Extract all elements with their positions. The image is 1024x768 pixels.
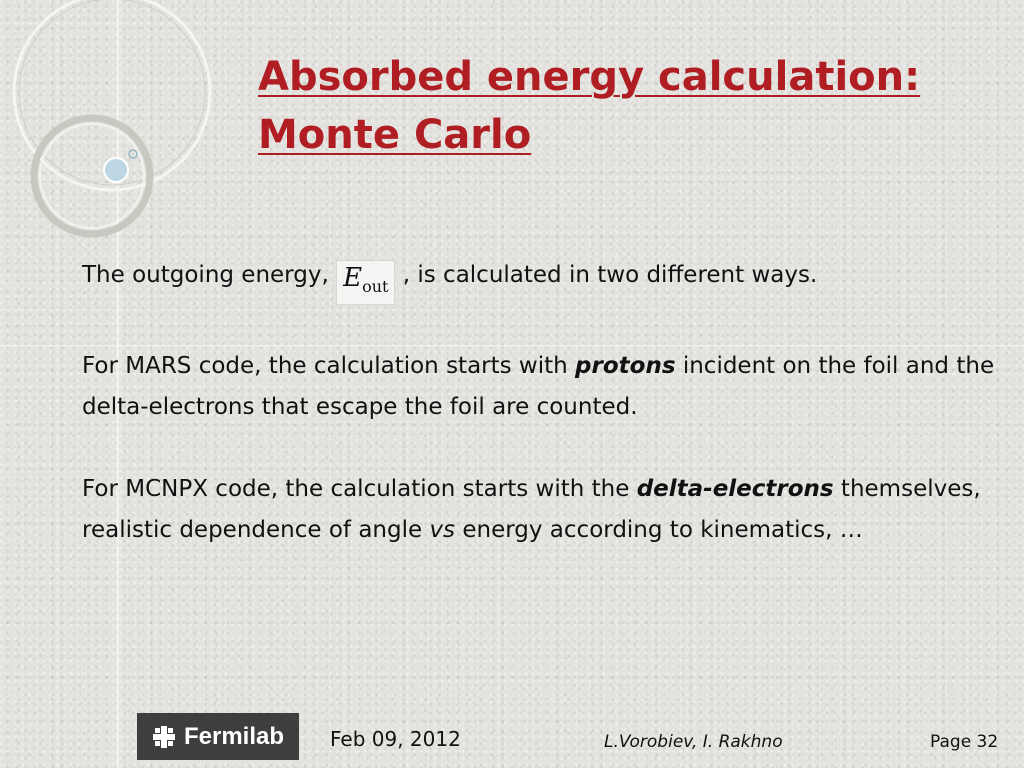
formula-subscript: out (362, 277, 389, 297)
slide-body (82, 255, 1002, 592)
text-fragment: energy according to kinematics, … (455, 517, 863, 544)
paragraph-mars (82, 346, 1002, 428)
text-fragment: themselves, realistic dependence of angle (82, 476, 981, 544)
fermilab-logo (137, 713, 299, 760)
italic-vs: vs (429, 517, 456, 544)
footer-date: Feb 09, 2012 (330, 727, 461, 751)
emphasis-protons: protons (575, 353, 676, 380)
text-fragment: For MCNPX code, the calculation starts with the (82, 476, 637, 503)
text-fragment: incident on the foil and the delta-electrons that escape the foil are counted. (82, 353, 995, 421)
fermilab-mark-icon (152, 725, 176, 749)
text-fragment: , is calculated in two different ways. (395, 262, 818, 288)
paragraph-outgoing-energy (82, 255, 1002, 305)
decorative-circles (0, 0, 240, 260)
logo-text: Fermilab (183, 722, 285, 750)
page-number: Page 32 (930, 732, 999, 752)
paragraph-mcnpx (82, 469, 1002, 551)
formula-symbol: E (343, 263, 363, 293)
text-fragment: The outgoing energy, (82, 262, 337, 288)
footer-authors: L.Vorobiev, I. Rakhno (604, 732, 783, 752)
emphasis-delta-electrons: delta-electrons (636, 476, 834, 503)
text-fragment: For MARS code, the calculation starts with (82, 353, 576, 380)
slide-title: Absorbed energy calculation: Monte Carlo (258, 54, 921, 158)
formula-e-out (336, 260, 395, 305)
